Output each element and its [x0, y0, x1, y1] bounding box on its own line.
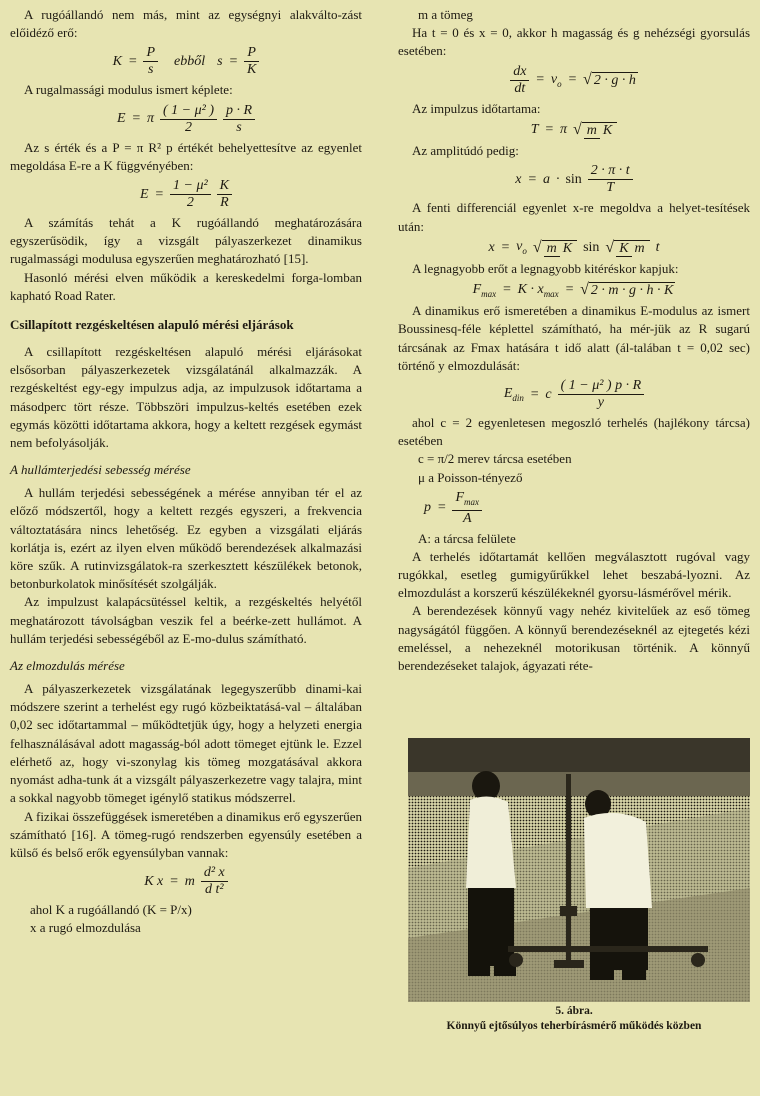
definition-item: x a rugó elmozdulása	[30, 920, 141, 936]
paragraph: Az impulzust kalapácsütéssel keltik, a rezgéskeltés helyétől meghatározott távolságban veszik fel a beérke-zett hullámot. A hullám terjedési sebességéből az E-mo-dulus számítható.	[10, 594, 362, 646]
paragraph: Az amplitúdó pedig:	[412, 143, 519, 159]
paragraph: A csillapított rezgéskeltésen alapuló mérési eljárásokat elsősorban pályaszerkezetek vizsgálatánál alkalmazzák. A rezgéskeltést egy-egy impulzus adja, az impulzusok időtartama a másodperc tört része. Többszöri impulzus-keltés esetében ezek egymás közötti időtartama akkora, hogy a keltett rezgések egymást nem befolyásolják.	[10, 344, 362, 451]
paragraph: A hullám terjedési sebességének a mérése annyiban tér el az előző módszertől, hogy a keltett rezgés egyszeri, a frekvencia változtatására nincs lehetőség. Ez egyben a vizsgálati eljárás korlátja is, ezért az ilyen elven működő berendezések alkalmazási köre szűk. A rutinvizsgálatok-ra szerkesztett készülékek betonok, betonburkolatok minősítését szolgálják.	[10, 485, 362, 592]
paragraph: ahol c = 2 egyenletesen megoszló terhelés (hajlékony tárcsa) esetében	[398, 415, 750, 449]
figure-photo	[408, 738, 750, 1002]
equation-megoldas: x = $v_o$ √ m K sin √ K m t	[488, 238, 660, 257]
left-column	[10, 6, 362, 938]
paragraph: Hasonló mérési elven működik a kereskedelmi forga-lomban kapható Road Rater.	[10, 269, 362, 303]
paragraph: A rugóállandó nem más, mint az egységnyi alakválto-zást előidéző erő:	[10, 7, 362, 41]
definition-item: m a tömeg	[418, 7, 473, 22]
paragraph: A berendezések könnyű vagy nehéz kivitelűek az eső tömeg nagyságától függően. A könnyű berendezéseknél az ejtegetés kézi emeléssel, a nehezeknél motorikusan történik. A könnyű berendezéseket talajok, ágyazati réte-	[398, 603, 750, 674]
equation-idotartam: T = π √ m K	[398, 121, 750, 139]
figure-caption	[398, 1004, 750, 1034]
figure-caption-text: Könnyű ejtősúlyos teherbírásmérő működés közben	[446, 1020, 702, 1032]
equation-fmax: $F_{max}$ = $K \cdot x_{max}$ = √ 2 · m · g · h · K	[472, 281, 674, 299]
paragraph: A fenti differenciál egyenlet x-re megoldva a helyet-tesítések után:	[398, 200, 750, 234]
paragraph: A terhelés időtartamát kellően megválasztott rugóval vagy rugókkal, esetleg gumigyűrűkkel lehet beszabá-lyozni. Az elmozdulást a korszerű készülékeknél gyorsu-lásmérővel mérik.	[398, 548, 750, 601]
paragraph: A dinamikus erő ismeretében a dinamikus E-modulus az ismert Boussinesq-féle képlettel számítható, ha mér-jük az R sugarú tárcsának az Fmax hatására t idő alatt (ál-talában t = 0,02 sec) történő y elmozdulását:	[398, 303, 750, 373]
equation-rugoallando: K = $\frac{P}{s}$ ebből s = $\frac{P}{K}$	[10, 45, 362, 78]
right-column	[398, 6, 750, 675]
paragraph: A pályaszerkezetek vizsgálatának legegyszerűbb dinami-kai módszere szerint a terhelést egy rugó közbeiktatásá-val – általában 0,02 sec időtartammal – működtetjük úgy, hogy a helyzeti energia felhasználásával adott magasság-ból adott tömeget ejtünk le. Ezzel elérhető az, hogy vi-szonylag kis tömeg mozgatásával akkora nyomást adha-tunk át a vizsgált pályaszerkezetre vagy talajra, mint a sokkal nagyobb tömeget igénylő statikus módszerrel.	[10, 681, 362, 806]
paragraph: Az impulzus időtartama:	[412, 100, 541, 116]
paragraph: A rugalmassági modulus ismert képlete:	[24, 82, 233, 98]
section-heading: Csillapított rezgéskeltésen alapuló mérési eljárások	[10, 317, 294, 333]
equation-sebesseg: $\frac{dx}{dt}$ = $v_o$ = √ 2 · g · h	[398, 64, 750, 97]
equation-tomeg-rugo: K x = m $\frac{\text{d² x}}{\text{d t²}}$	[10, 865, 362, 898]
definition-item: c = π/2 merev tárcsa esetében	[418, 451, 572, 467]
equation-rugalmassagi-modulus: E = π $\frac{\text{( 1 − μ² )}}{2}$ $\frac{p \cdot R}{s}$	[10, 103, 362, 136]
paragraph: Ha t = 0 és x = 0, akkor h magasság és g nehézségi gyorsulás esetében:	[398, 25, 750, 59]
equation-e-k: E = $\frac{\text{1 − μ²}}{2}$ $\frac{K}{R}$	[10, 178, 362, 211]
definition-item: μ a Poisson-tényező	[418, 469, 523, 485]
subsection-heading: Az elmozdulás mérése	[10, 658, 125, 674]
figure-number: 5. ábra.	[555, 1005, 593, 1017]
paragraph: Az s érték és a P = π R² p értékét behelyettesítve az egyenlet megoldása E-re a K függvényében:	[10, 139, 362, 173]
equation-edin: $E_{din}$ = c $\frac{\text{( 1 − μ² ) p · R}}{y}$	[398, 378, 750, 411]
subsection-heading: A hullámterjedési sebesség mérése	[10, 462, 191, 478]
paragraph: A legnagyobb erőt a legnagyobb kitéréskor kapjuk:	[412, 260, 679, 276]
paragraph: A fizikai összefüggések ismeretében a dinamikus erő egyszerűen számítható [16]. A tömeg-rugó rendszerben egyensúly esetében a külső és belső erők egyensúlyban vannak:	[10, 808, 362, 860]
definition-item: ahol K a rugóállandó (K = P/x)	[30, 902, 192, 918]
definition-item: A: a tárcsa felülete	[418, 530, 516, 546]
equation-nyomas: p = $\frac{F_{max}}{A}$	[424, 490, 750, 527]
paragraph: A számítás tehát a K rugóállandó meghatározására egyszerűsödik, így a vizsgált pályaszerkezet dinamikus rugalmassági modulusa egyszerűen meghatározható [15].	[10, 215, 362, 267]
equation-amplitudo: x = a · sin $\frac{2 \cdot \pi \cdot t}{T}$	[398, 163, 750, 196]
